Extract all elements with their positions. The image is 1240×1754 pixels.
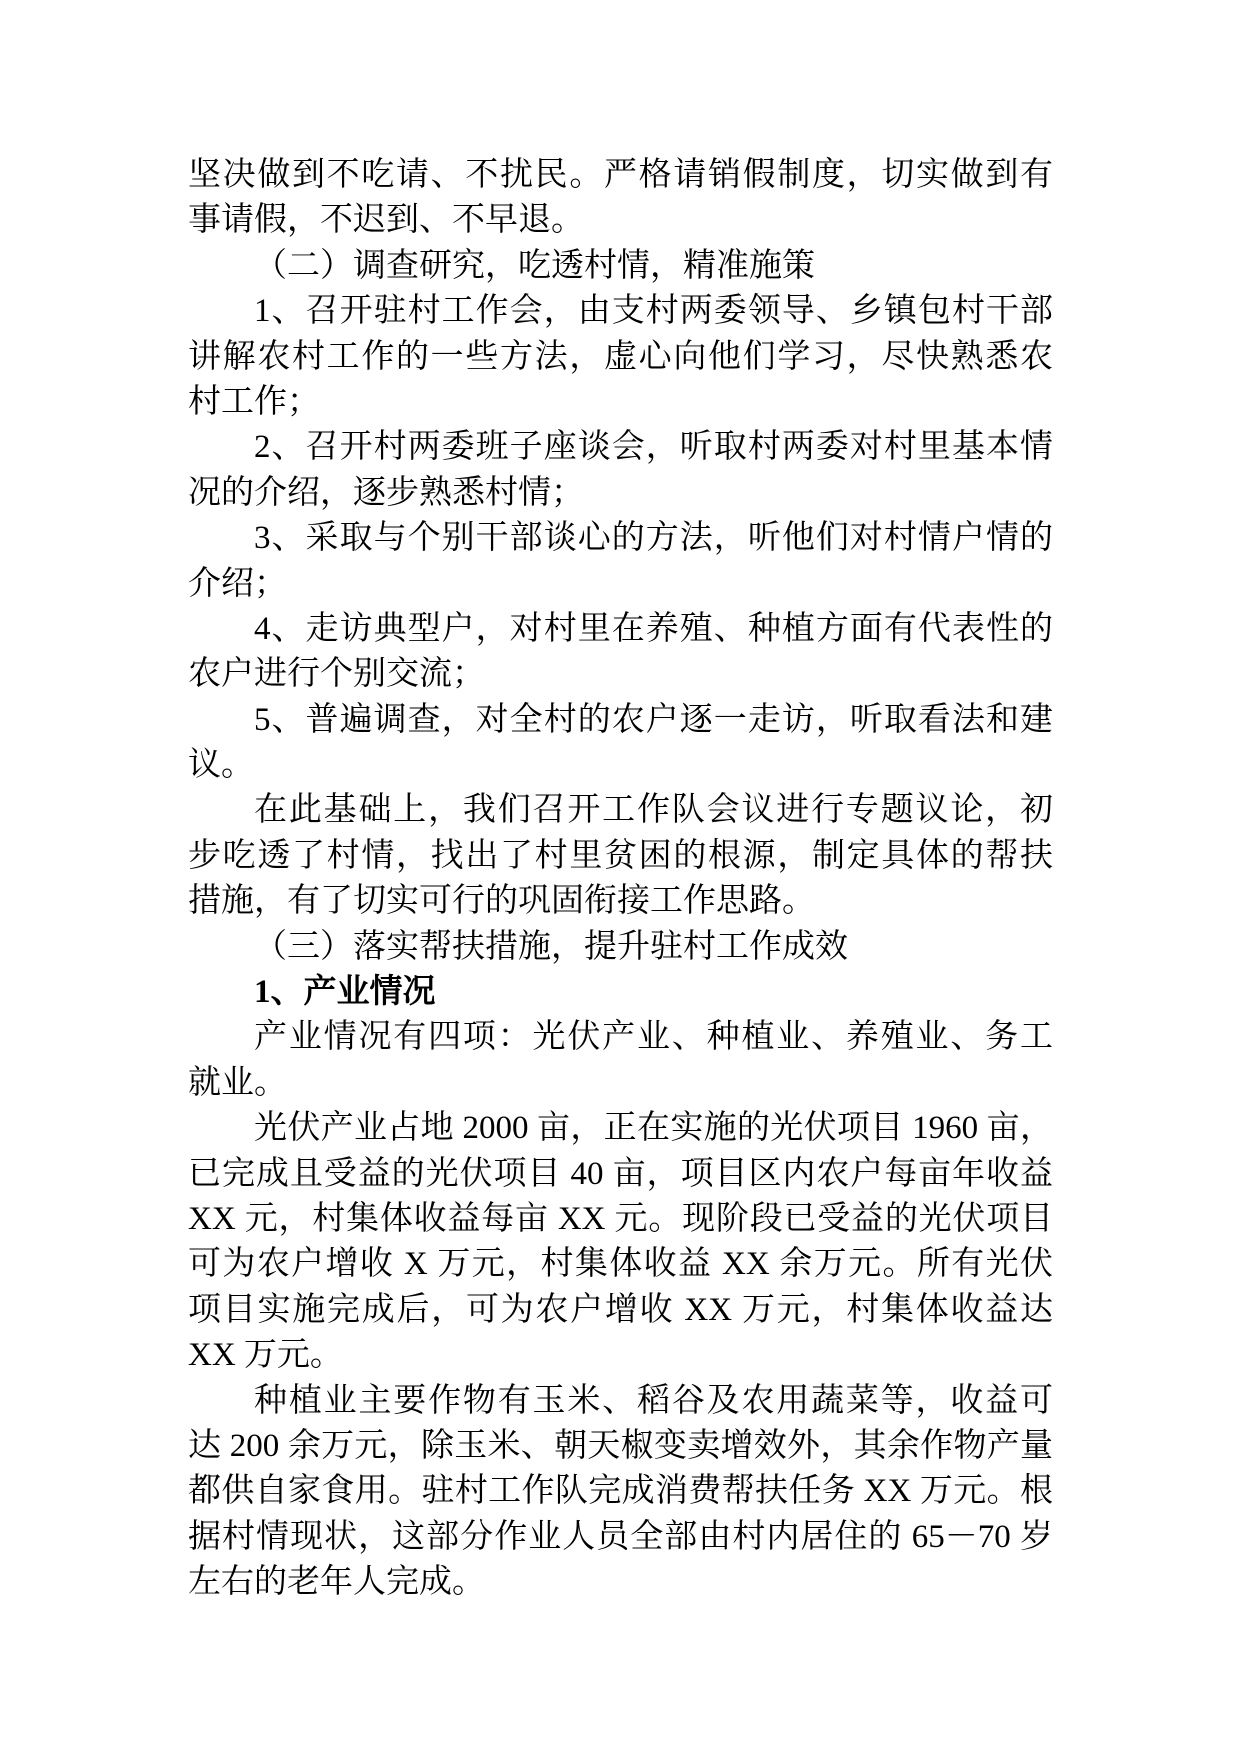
text-line: 产业情况有四项：光伏产业、种植业、养殖业、务工 bbox=[254, 1019, 1053, 1056]
text-line: 就业。 bbox=[188, 1064, 287, 1101]
text-line: 可为农户增收 X 万元，村集体收益 XX 余万元。所有光伏 bbox=[188, 1246, 1053, 1283]
text-line: （二）调查研究，吃透村情，精准施策 bbox=[254, 247, 815, 284]
text-line: 1、召开驻村工作会，由支村两委领导、乡镇包村干部 bbox=[254, 293, 1053, 330]
paragraph bbox=[188, 1379, 1053, 1606]
text-line: 都供自家食用。驻村工作队完成消费帮扶任务 XX 万元。根 bbox=[188, 1473, 1053, 1510]
paragraph bbox=[188, 1106, 1053, 1378]
text-line: 讲解农村工作的一些方法，虚心向他们学习，尽快熟悉农 bbox=[188, 338, 1053, 375]
list-item bbox=[188, 607, 1053, 698]
text-line: 已完成且受益的光伏项目 40 亩，项目区内农户每亩年收益 bbox=[188, 1155, 1053, 1192]
text-line: 左右的老年人完成。 bbox=[188, 1564, 485, 1601]
text-line: 据村情现状，这部分作业人员全部由村内居住的 65－70 岁 bbox=[188, 1518, 1053, 1555]
text-line: 在此基础上，我们召开工作队会议进行专题议论，初 bbox=[254, 792, 1053, 829]
text-line: 3、采取与个别干部谈心的方法，听他们对村情户情的 bbox=[254, 520, 1053, 557]
text-line: 况的介绍，逐步熟悉村情； bbox=[188, 474, 584, 511]
text-line: 议。 bbox=[188, 747, 254, 784]
text-line: 达 200 余万元，除玉米、朝天椒变卖增效外，其余作物产量 bbox=[188, 1427, 1053, 1464]
text-line: 光伏产业占地 2000 亩，正在实施的光伏项目 1960 亩， bbox=[254, 1110, 1053, 1147]
text-line: 农户进行个别交流； bbox=[188, 656, 485, 693]
text-line: 种植业主要作物有玉米、稻谷及农用蔬菜等，收益可 bbox=[254, 1382, 1053, 1419]
section-heading bbox=[188, 244, 1053, 289]
section-heading bbox=[188, 925, 1053, 970]
list-item bbox=[188, 289, 1053, 425]
text-line: 5、普遍调查，对全村的农户逐一走访，听取看法和建 bbox=[254, 701, 1053, 738]
text-line: 村工作； bbox=[188, 383, 320, 420]
text-line: 介绍； bbox=[188, 565, 287, 602]
document-body bbox=[188, 153, 1053, 1606]
text-line: （三）落实帮扶措施，提升驻村工作成效 bbox=[254, 928, 848, 965]
text-line: 2、召开村两委班子座谈会，听取村两委对村里基本情 bbox=[254, 429, 1053, 466]
paragraph bbox=[188, 1015, 1053, 1106]
text-line: 步吃透了村情，找出了村里贫困的根源，制定具体的帮扶 bbox=[188, 837, 1053, 874]
text-line: 坚决做到不吃请、不扰民。严格请销假制度，切实做到有 bbox=[188, 157, 1053, 193]
text-line: 事请假，不迟到、不早退。 bbox=[188, 202, 584, 239]
paragraph bbox=[188, 788, 1053, 924]
list-item bbox=[188, 698, 1053, 789]
subsection-heading bbox=[188, 970, 1053, 1015]
list-item bbox=[188, 425, 1053, 516]
text-line: XX 万元。 bbox=[188, 1337, 343, 1374]
text-line: XX 元，村集体收益每亩 XX 元。现阶段已受益的光伏项目 bbox=[188, 1200, 1053, 1237]
text-line: 措施，有了切实可行的巩固衔接工作思路。 bbox=[188, 883, 815, 920]
text-line: 项目实施完成后，可为农户增收 XX 万元，村集体收益达 bbox=[188, 1291, 1053, 1328]
text-line: 1、产业情况 bbox=[254, 974, 436, 1011]
text-line: 4、走访典型户，对村里在养殖、种植方面有代表性的 bbox=[254, 610, 1053, 647]
list-item bbox=[188, 516, 1053, 607]
paragraph bbox=[188, 153, 1053, 244]
